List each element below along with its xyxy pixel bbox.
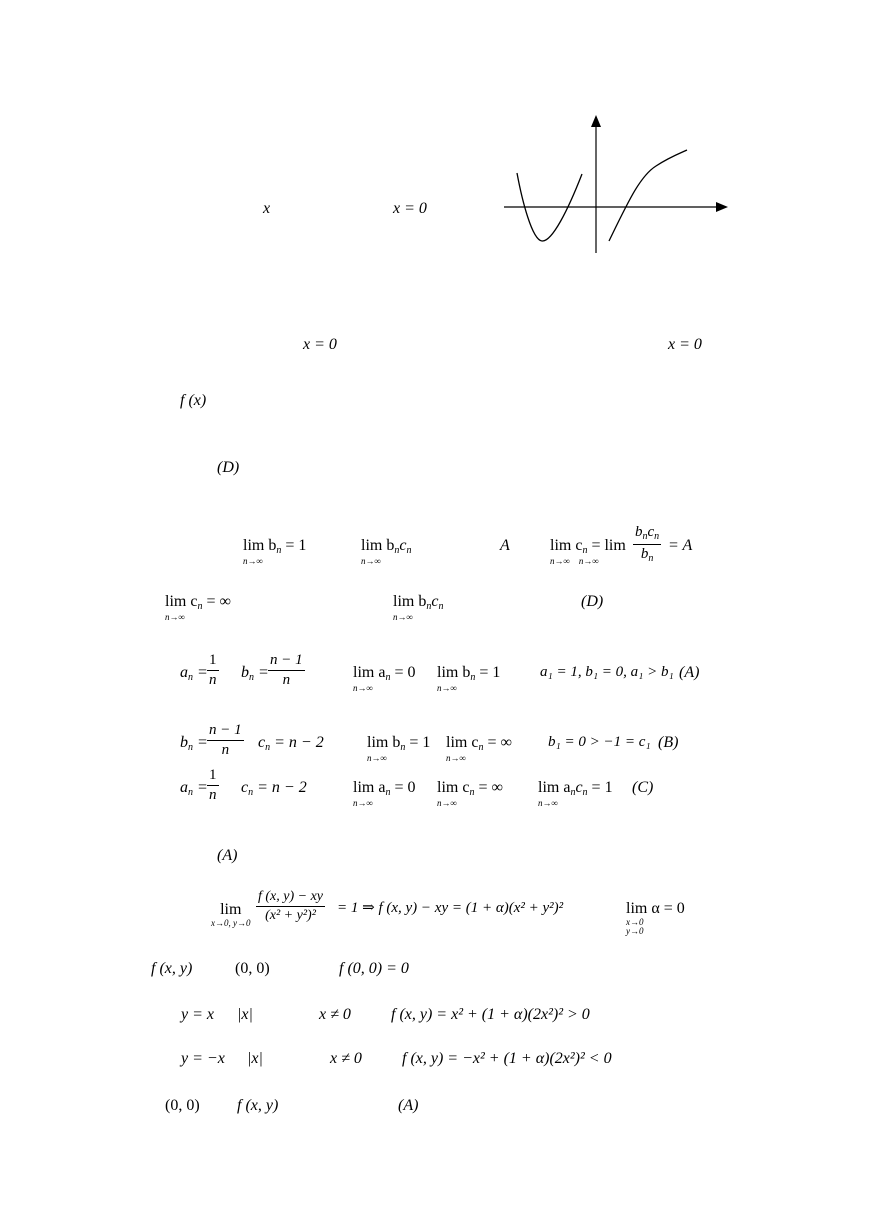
row2-label: (B) (658, 734, 679, 751)
frac-1-over-n-2: $\frac{1}{n}$ (209, 767, 217, 803)
frac-1-over-n: $\frac{1}{n}$ (209, 652, 217, 688)
an-eq-2: $a_n$ = (180, 779, 208, 798)
lim-bn-cn-2: $\lim b_nc_n$ n→∞ (393, 593, 444, 622)
row3-label: (C) (632, 779, 654, 796)
limit-implication: = 1 ⇒ f (x, y) − xy = (1 + α)(x² + y²)² (337, 900, 564, 916)
cn-eq: $c_n = n - 2$ (258, 734, 324, 753)
final-fxy: f (x, y) (237, 1097, 279, 1114)
x-axis-arrow (716, 202, 728, 212)
y-eq-x: y = x (181, 1006, 214, 1023)
negative-case: f (x, y) = −x² + (1 + α)(2x²)² < 0 (402, 1050, 612, 1067)
origin-label: (0, 0) (235, 960, 270, 977)
lim-an-0: $\lim a_n = 0$ n→∞ (353, 664, 416, 693)
abs-x-1: |x| (237, 1006, 253, 1023)
fxy-label: f (x, y) (151, 960, 193, 977)
f00-eq-0: f (0, 0) = 0 (339, 960, 409, 977)
row1-example: a₁ = 1, b₁ = 0, a₁ > b₁ (540, 664, 674, 680)
x-ne-0-1: x ≠ 0 (319, 1006, 351, 1023)
var-x: x (263, 200, 271, 217)
lim-cn-inf-2: $\lim c_n$ = ∞ n→∞ (446, 734, 512, 763)
right-curve (609, 150, 687, 241)
frac-fxy: $\frac{f (x, y) - xy}{\text{(x² + y²)²}}$ (258, 889, 324, 923)
bn-eq: $b_n$ = (241, 664, 269, 683)
answer-a-1: (A) (217, 847, 238, 864)
answer-d-2: (D) (581, 593, 604, 610)
final-origin: (0, 0) (165, 1097, 200, 1114)
answer-d-1: (D) (217, 459, 240, 476)
function-graph (500, 110, 740, 260)
row2-example: b₁ = 0 > −1 = c₁ (548, 734, 651, 750)
x-eq-0-right: x = 0 (668, 336, 702, 353)
bn-eq-2: $b_n$ = (180, 734, 208, 753)
lim-alpha: lim α = 0 x→0 y→0 (626, 900, 685, 936)
fx-label: f (x) (180, 392, 207, 409)
x-eq-0-label: x = 0 (393, 200, 427, 217)
abs-x-2: |x| (247, 1050, 263, 1067)
positive-case: f (x, y) = x² + (1 + α)(2x²)² > 0 (391, 1006, 590, 1023)
cn-eq-2: $c_n = n - 2$ (241, 779, 307, 798)
lim-xy: lim x→0, y→0 (211, 901, 251, 928)
lim-bn-1-2: $\lim b_n = 1$ n→∞ (367, 734, 431, 763)
lim-an-cn-1: $\lim a_nc_n = 1$ n→∞ (538, 779, 613, 808)
frac-n-1-over-n-2: $\frac{n - 1}{n}$ (209, 722, 242, 758)
eq-A: = A (668, 537, 693, 554)
lim-bn-cn: $\lim b_nc_n$ n→∞ (361, 537, 412, 566)
y-eq-neg-x: y = −x (181, 1050, 225, 1067)
row1-label: (A) (679, 664, 700, 681)
lim-an-0-2: $\lim a_n = 0$ n→∞ (353, 779, 416, 808)
lim-cn-inf: $\lim c_n$ = ∞ n→∞ (165, 593, 231, 622)
frac-bncn-over-bn: $b_nc_n$ $b_n$ (635, 524, 660, 564)
y-axis-arrow (591, 115, 601, 127)
lim-bn-1: $\lim b_n = 1$ n→∞ (437, 664, 501, 693)
x-eq-0-left: x = 0 (303, 336, 337, 353)
frac-n-1-over-n: $\frac{n - 1}{n}$ (270, 652, 303, 688)
lim-bn-eq-1: $\lim b_n = 1$ n→∞ (243, 537, 307, 566)
an-eq: $a_n$ = (180, 664, 208, 683)
var-A: A (500, 537, 510, 554)
lim-cn: $\lim c_n = \lim$ n→∞ n→∞ (550, 537, 626, 566)
final-answer: (A) (398, 1097, 419, 1114)
x-ne-0-2: x ≠ 0 (330, 1050, 362, 1067)
lim-cn-inf-3: $\lim c_n$ = ∞ n→∞ (437, 779, 503, 808)
